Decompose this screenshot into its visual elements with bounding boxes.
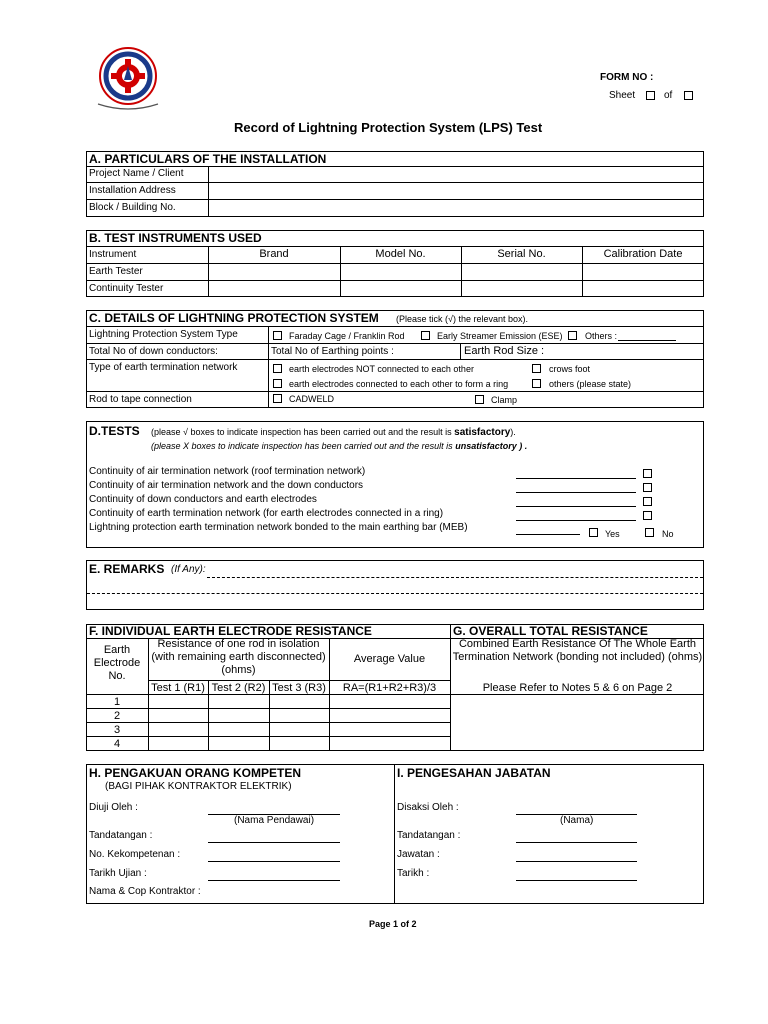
- section-b-title: B. TEST INSTRUMENTS USED: [89, 231, 262, 245]
- section-c-title: C. DETAILS OF LIGHTNING PROTECTION SYSTEM: [89, 311, 379, 325]
- test-1-line[interactable]: [516, 478, 636, 479]
- overall-resistance-desc: Combined Earth Resistance Of The Whole Earth Termination Network (bonding not included) (ohms): [452, 638, 703, 663]
- ese-label: Early Streamer Emission (ESE): [437, 331, 563, 341]
- earth-tester-label: Earth Tester: [89, 266, 143, 277]
- clamp-checkbox[interactable]: [475, 395, 484, 404]
- test-4-checkbox[interactable]: [643, 511, 652, 520]
- section-e-note: (If Any):: [171, 564, 206, 575]
- calibration-header: Calibration Date: [603, 248, 683, 260]
- section-i-title: I. PENGESAHAN JABATAN: [397, 766, 551, 780]
- continuity-tester-label: Continuity Tester: [89, 283, 164, 294]
- logo: [88, 44, 168, 116]
- sheet-label: Sheet: [609, 90, 636, 101]
- lps-type-label: Lightning Protection System Type: [89, 329, 238, 340]
- sheet-total-checkbox[interactable]: [684, 91, 693, 100]
- test-item-2: Continuity of air termination network and the down conductors: [89, 480, 364, 491]
- faraday-checkbox[interactable]: [273, 331, 282, 340]
- test-item-3: Continuity of down conductors and earth electrodes: [89, 494, 317, 505]
- average-header: Average Value: [353, 653, 426, 665]
- test-2-checkbox[interactable]: [643, 483, 652, 492]
- not-connected-label: earth electrodes NOT connected to each other: [289, 364, 474, 374]
- earthing-points-label: Total No of Earthing points :: [271, 346, 394, 357]
- electrode-row-4: 4: [113, 738, 121, 750]
- tandatangan-h-label: Tandatangan :: [89, 830, 153, 841]
- page-number: Page 1 of 2: [369, 919, 417, 929]
- rod-tape-label: Rod to tape connection: [89, 394, 192, 405]
- tarikh-line[interactable]: [516, 880, 637, 881]
- page-title: Record of Lightning Protection System (LPS) Test: [234, 120, 543, 135]
- resistance-header: Resistance of one rod in isolation (with remaining earth disconnected) (ohms): [151, 638, 326, 676]
- test1-header: Test 1 (R1): [151, 682, 205, 694]
- faraday-label: Faraday Cage / Franklin Rod: [289, 331, 405, 341]
- test-2-line[interactable]: [516, 492, 636, 493]
- nama-label: (Nama): [560, 815, 594, 826]
- electrode-row-3: 3: [113, 724, 121, 736]
- test-3-line[interactable]: [516, 506, 636, 507]
- electrode-no-header: Earth Electrode No.: [93, 644, 141, 682]
- meb-no-label: No: [662, 529, 674, 539]
- instrument-header: Instrument: [89, 249, 137, 260]
- nama-cop-label: Nama & Cop Kontraktor :: [89, 886, 201, 897]
- not-connected-checkbox[interactable]: [273, 364, 282, 373]
- project-name-label: Project Name / Client: [89, 168, 184, 179]
- test3-header: Test 3 (R3): [272, 682, 326, 694]
- others-state-label: others (please state): [549, 379, 632, 389]
- tandatangan-i-line[interactable]: [516, 842, 637, 843]
- tarikh-ujian-label: Tarikh Ujian :: [89, 868, 147, 879]
- nama-pendawai-label: (Nama Pendawai): [234, 815, 315, 826]
- down-conductors-label: Total No of down conductors:: [89, 346, 218, 357]
- satisfactory-note: (please √ boxes to indicate inspection has been carried out and the result is satisfactory).: [151, 427, 516, 438]
- tarikh-label: Tarikh :: [397, 868, 430, 879]
- ring-label: earth electrodes connected to each other to form a ring: [289, 379, 509, 389]
- meb-yes-label: Yes: [605, 529, 620, 539]
- no-kompetenan-label: No. Kekompetenan :: [89, 849, 181, 860]
- test-3-checkbox[interactable]: [643, 497, 652, 506]
- cadweld-label: CADWELD: [289, 394, 335, 404]
- section-c-note: (Please tick (√) the relevant box).: [396, 314, 528, 324]
- test-5-line[interactable]: [516, 534, 580, 535]
- section-d-title: D.TESTS: [89, 424, 140, 438]
- others-state-checkbox[interactable]: [532, 379, 541, 388]
- jawatan-line[interactable]: [516, 861, 637, 862]
- model-header: Model No.: [375, 248, 426, 260]
- others-checkbox[interactable]: [568, 331, 577, 340]
- clamp-label: Clamp: [491, 395, 518, 405]
- test-4-line[interactable]: [516, 520, 636, 521]
- section-f-title: F. INDIVIDUAL EARTH ELECTRODE RESISTANCE: [89, 624, 372, 638]
- remarks-line-1[interactable]: [207, 577, 703, 578]
- electrode-row-1: 1: [113, 696, 121, 708]
- section-h-title: H. PENGAKUAN ORANG KOMPETEN: [89, 766, 302, 780]
- cadweld-checkbox[interactable]: [273, 394, 282, 403]
- tarikh-ujian-line[interactable]: [208, 880, 340, 881]
- others-label: Others :: [585, 331, 618, 341]
- formula-header: RA=(R1+R2+R3)/3: [342, 682, 437, 694]
- section-e-title: E. REMARKS: [89, 562, 165, 576]
- block-building-field[interactable]: [209, 200, 703, 216]
- block-building-label: Block / Building No.: [89, 202, 176, 213]
- earth-network-label: Type of earth termination network: [89, 362, 238, 373]
- sheet-number-checkbox[interactable]: [646, 91, 655, 100]
- section-a-title: A. PARTICULARS OF THE INSTALLATION: [89, 152, 327, 166]
- of-label: of: [664, 90, 673, 101]
- form-no-label: FORM NO :: [600, 72, 654, 83]
- no-kompetenan-line[interactable]: [208, 861, 340, 862]
- test-item-4: Continuity of earth termination network (for earth electrodes connected in a ring): [89, 508, 444, 519]
- test-item-5: Lightning protection earth termination network bonded to the main earthing bar (MEB): [89, 522, 468, 533]
- electrode-row-2: 2: [113, 710, 121, 722]
- remarks-line-2[interactable]: [87, 593, 703, 594]
- section-h-subtitle: (BAGI PIHAK KONTRAKTOR ELEKTRIK): [105, 781, 292, 792]
- ese-checkbox[interactable]: [421, 331, 430, 340]
- crows-foot-checkbox[interactable]: [532, 364, 541, 373]
- overall-resistance-note: Please Refer to Notes 5 & 6 on Page 2: [482, 682, 673, 694]
- project-name-field[interactable]: [209, 167, 703, 182]
- ring-checkbox[interactable]: [273, 379, 282, 388]
- others-input-line[interactable]: [618, 340, 676, 341]
- installation-address-label: Installation Address: [89, 185, 176, 196]
- diuji-label: Diuji Oleh :: [89, 802, 138, 813]
- section-g-title: G. OVERALL TOTAL RESISTANCE: [453, 624, 648, 638]
- meb-yes-checkbox[interactable]: [589, 528, 598, 537]
- test-1-checkbox[interactable]: [643, 469, 652, 478]
- jawatan-label: Jawatan :: [397, 849, 440, 860]
- crows-foot-label: crows foot: [549, 364, 591, 374]
- test2-header: Test 2 (R2): [211, 682, 266, 694]
- meb-no-checkbox[interactable]: [645, 528, 654, 537]
- unsatisfactory-note: (please X boxes to indicate inspection has been carried out and the result is unsatisfactory ) .: [151, 441, 528, 451]
- tandatangan-i-label: Tandatangan :: [397, 830, 461, 841]
- disaksi-label: Disaksi Oleh :: [397, 802, 459, 813]
- test-item-1: Continuity of air termination network (roof termination network): [89, 466, 366, 477]
- rod-size-label: Earth Rod Size :: [464, 345, 545, 357]
- tandatangan-h-line[interactable]: [208, 842, 340, 843]
- installation-address-field[interactable]: [209, 183, 703, 199]
- brand-header: Brand: [259, 248, 289, 260]
- serial-header: Serial No.: [497, 248, 546, 260]
